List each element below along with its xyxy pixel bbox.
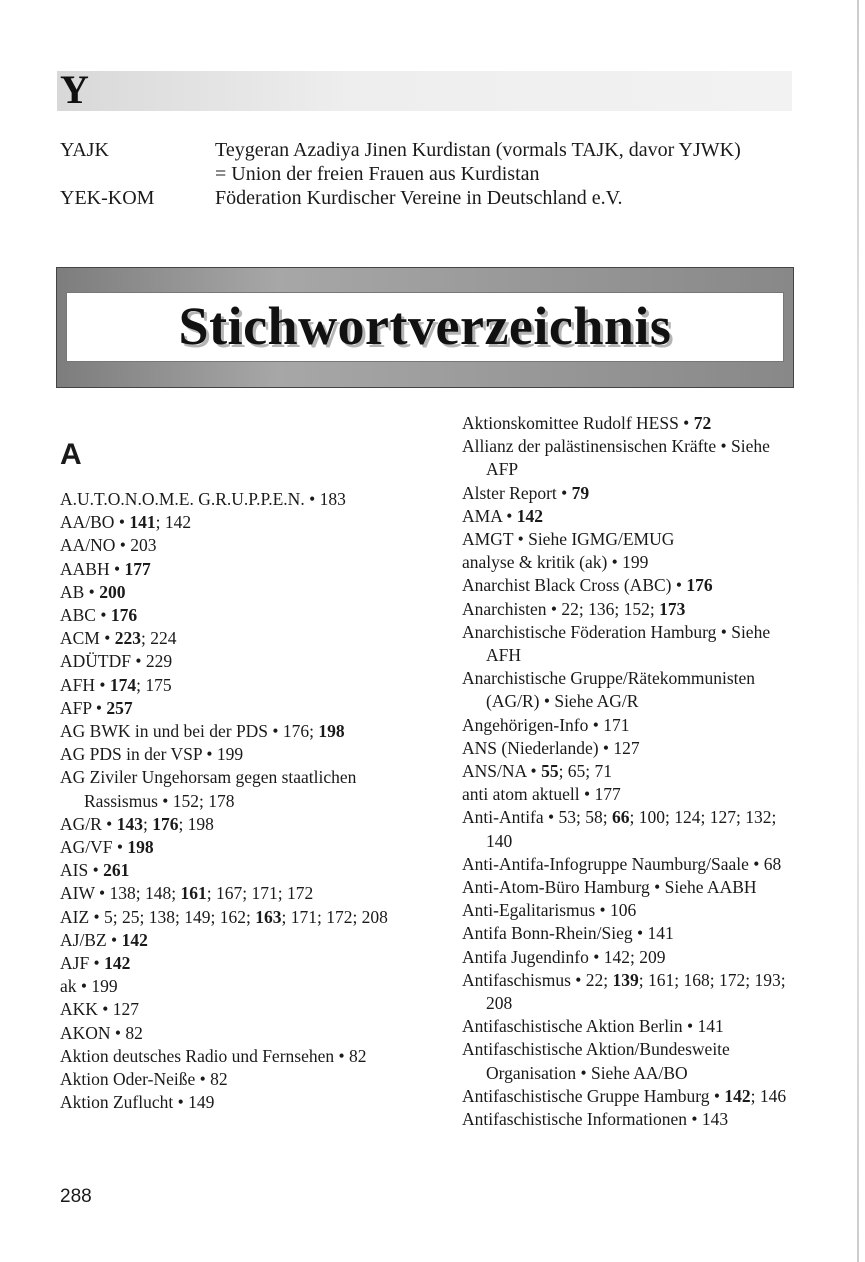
index-entry: Antifaschistische Aktion/Bundesweite Organisation • Siehe AA/BO <box>462 1039 730 1083</box>
page-number: 288 <box>60 1186 92 1207</box>
index-entry: ak • 199 <box>60 976 118 997</box>
index-entry: Antifaschismus • 22; 139; 161; 168; 172; 193; 208 <box>462 969 786 1014</box>
index-entry: AJ/BZ • 142 <box>60 929 148 950</box>
index-entry: AIS • 261 <box>60 860 130 881</box>
index-entry: AKK • 127 <box>60 999 140 1020</box>
index-entry: Antifaschistische Gruppe Hamburg • 142; 146 <box>462 1085 787 1106</box>
abbreviation-definition: Föderation Kurdischer Vereine in Deutschland e.V. <box>215 187 623 209</box>
index-entry: AMA • 142 <box>462 505 543 526</box>
index-entry: Anti-Antifa • 53; 58; 66; 100; 124; 127; 132; 140 <box>462 807 777 851</box>
index-entry: Angehörigen-Info • 171 <box>462 714 630 735</box>
index-entry: Aktion Oder-Neiße • 82 <box>60 1069 228 1090</box>
index-entry: anti atom aktuell • 177 <box>462 784 621 805</box>
letter-heading-a: A <box>60 438 82 471</box>
index-entry: Antifa Jugendinfo • 142; 209 <box>462 946 666 967</box>
index-entry: ABC • 176 <box>60 605 138 626</box>
index-entry: AJF • 142 <box>60 953 131 974</box>
abbreviation-definition: Teygeran Azadiya Jinen Kurdistan (vormals TAJK, davor YJWK) <box>215 139 741 161</box>
index-entry: AMGT • Siehe IGMG/EMUG <box>462 529 675 550</box>
index-entry: Antifaschistische Aktion Berlin • 141 <box>462 1016 724 1037</box>
index-entry: AG PDS in der VSP • 199 <box>60 744 244 765</box>
index-entry: Alster Report • 79 <box>462 482 590 503</box>
index-column-right <box>462 412 797 1131</box>
index-entry: A.U.T.O.N.O.M.E. G.R.U.P.P.E.N. • 183 <box>60 489 346 509</box>
abbreviation-term: YAJK <box>60 139 109 161</box>
index-entry: AB • 200 <box>60 581 126 602</box>
index-entry: Anti-Antifa-Infogruppe Naumburg/Saale • 68 <box>462 853 782 874</box>
page-edge-shadow <box>857 0 859 1262</box>
index-entry: Aktion Zuflucht • 149 <box>60 1092 215 1113</box>
index-entry: ADÜTDF • 229 <box>60 651 173 672</box>
index-entry: ANS (Niederlande) • 127 <box>462 737 640 758</box>
index-entry: ANS/NA • 55; 65; 71 <box>462 761 613 782</box>
index-title: Stichwortverzeichnis <box>178 296 672 356</box>
index-entry: AA/NO • 203 <box>60 535 157 556</box>
index-entry: ACM • 223; 224 <box>60 628 177 649</box>
index-entry: AG/VF • 198 <box>60 837 154 858</box>
index-entry: AIZ • 5; 25; 138; 149; 162; 163; 171; 172; 208 <box>60 906 388 927</box>
index-entry: AG BWK in und bei der PDS • 176; 198 <box>60 721 345 742</box>
index-entry: AIW • 138; 148; 161; 167; 171; 172 <box>60 883 314 904</box>
index-entry: AFP • 257 <box>60 697 133 718</box>
index-entry: Aktionskomittee Rudolf HESS • 72 <box>462 413 712 433</box>
index-entry: Allianz der palästinensischen Kräfte • Siehe AFP <box>462 436 770 480</box>
index-entry: AG Ziviler Ungehorsam gegen staatlichen Rassismus • 152; 178 <box>60 767 357 811</box>
index-entry: Anarchistische Föderation Hamburg • Siehe AFH <box>462 621 771 666</box>
index-entry: AABH • 177 <box>60 558 151 579</box>
index-entry: Anarchist Black Cross (ABC) • 176 <box>462 575 713 596</box>
abbreviation-term: YEK-KOM <box>60 187 155 209</box>
index-title-panel <box>66 292 784 362</box>
index-entry: Aktion deutsches Radio und Fernsehen • 82 <box>60 1045 367 1066</box>
index-entry: AG/R • 143; 176; 198 <box>60 813 214 834</box>
index-entry: AKON • 82 <box>60 1022 143 1043</box>
index-entry: Antifa Bonn-Rhein/Sieg • 141 <box>462 923 674 944</box>
index-entry: Anti-Egalitarismus • 106 <box>462 900 637 921</box>
index-entry: Anarchistische Gruppe/Rätekommunisten (AG/R) • Siehe AG/R <box>462 668 756 712</box>
index-entry: Anti-Atom-Büro Hamburg • Siehe AABH <box>462 877 757 898</box>
index-entry: Anarchisten • 22; 136; 152; 173 <box>462 598 686 619</box>
index-entry: analyse & kritik (ak) • 199 <box>462 552 649 573</box>
index-entry: AFH • 174; 175 <box>60 674 172 695</box>
index-entry: AA/BO • 141; 142 <box>60 512 192 533</box>
section-y-bar <box>57 71 792 111</box>
index-title-banner <box>56 267 794 388</box>
index-column-left <box>60 488 395 1114</box>
abbreviation-definition-cont: = Union der freien Frauen aus Kurdistan <box>215 163 540 185</box>
index-entry: Antifaschistische Informationen • 143 <box>462 1109 729 1130</box>
section-letter-y: Y <box>60 67 89 112</box>
